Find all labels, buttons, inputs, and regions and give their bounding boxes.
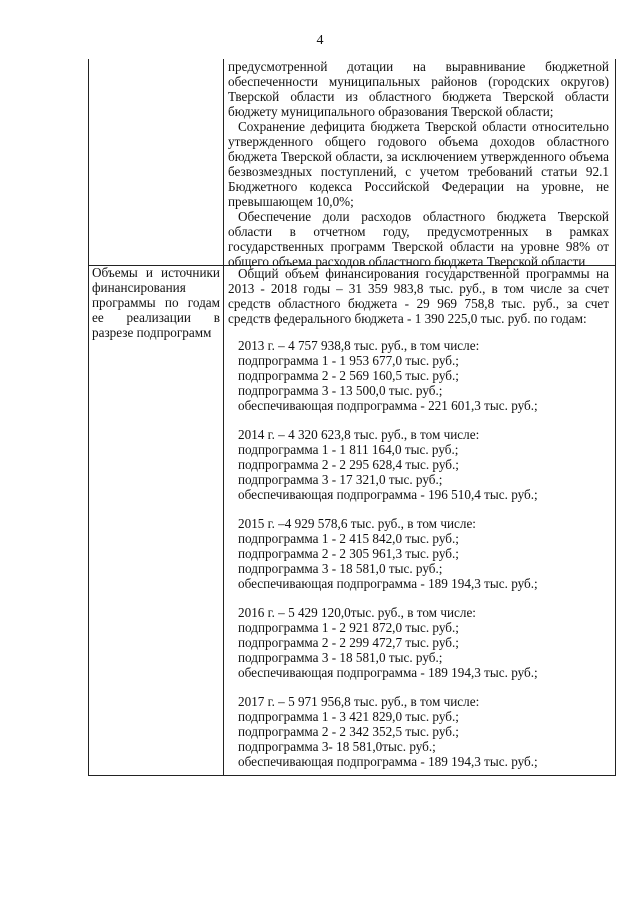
program-passport-table [88, 59, 616, 776]
subprogram-line: подпрограмма 3 - 18 581,0 тыс. руб.; [238, 561, 443, 576]
financing-by-year [238, 338, 608, 783]
subprogram-line: обеспечивающая подпрограмма - 196 510,4 тыс. руб.; [238, 487, 538, 502]
year-heading: 2016 г. – 5 429 120,0тыс. руб., в том числе: [238, 605, 476, 620]
financing-intro: Общий объем финансирования государственной программы на 2013 - 2018 годы – 31 359 983,8 тыс. руб., в том числе за счет средств областного бюджета - 29 969 758,8 тыс. руб., за счет средств федерального бюджета - 1 390 225,0 тыс. руб. по годам: [228, 266, 609, 326]
year-heading: 2013 г. – 4 757 938,8 тыс. руб., в том числе: [238, 338, 480, 353]
paragraph-deficit: Сохранение дефицита бюджета Тверской области относительно утвержденного общего годового объема доходов областного бюджета Тверской области, за исключением утвержденного объема безвозмездных поступлений, с учетом требований статьи 92.1 Бюджетного кодекса Российской Федерации на уровне, не превышающем 10,0%; [228, 119, 609, 209]
year-block-2016 [238, 605, 608, 680]
paragraph-subsidy: предусмотренной дотации на выравнивание бюджетной обеспеченности муниципальных районов (городских округов) Тверской области из областного бюджета Тверской области бюджету муниципального образования Тверской области; [228, 59, 609, 119]
subprogram-line: подпрограмма 2 - 2 295 628,4 тыс. руб.; [238, 457, 459, 472]
paragraph-expense-share: Обеспечение доли расходов областного бюджета Тверской области в отчетном году, предусмотренных в рамках государственных программ Тверской области на уровне 98% от общего объема расходов областного бюджета Тверской области [228, 209, 609, 269]
label-line: программы по годам [92, 295, 220, 310]
label-line: разрезе подпрограмм [92, 325, 212, 340]
label-line: ее реализации в [92, 310, 220, 325]
subprogram-line: подпрограмма 1 - 2 415 842,0 тыс. руб.; [238, 531, 459, 546]
subprogram-line: подпрограмма 2 - 2 299 472,7 тыс. руб.; [238, 635, 459, 650]
subprogram-line: подпрограмма 3 - 13 500,0 тыс. руб.; [238, 383, 443, 398]
year-heading: 2015 г. –4 929 578,6 тыс. руб., в том числе: [238, 516, 476, 531]
year-block-2015 [238, 516, 608, 591]
label-line: Объемы и источники [92, 265, 220, 280]
subprogram-line: подпрограмма 2 - 2 342 352,5 тыс. руб.; [238, 724, 459, 739]
subprogram-line: подпрограмма 1 - 1 811 164,0 тыс. руб.; [238, 442, 459, 457]
subprogram-line: подпрограмма 1 - 1 953 677,0 тыс. руб.; [238, 353, 459, 368]
year-heading: 2014 г. – 4 320 623,8 тыс. руб., в том числе: [238, 427, 480, 442]
year-block-2017 [238, 694, 608, 769]
label-line: финансирования [92, 280, 186, 295]
year-block-2013 [238, 338, 608, 413]
subprogram-line: подпрограмма 2 - 2 305 961,3 тыс. руб.; [238, 546, 459, 561]
subprogram-line: подпрограмма 1 - 2 921 872,0 тыс. руб.; [238, 620, 459, 635]
subprogram-line: обеспечивающая подпрограмма - 189 194,3 тыс. руб.; [238, 665, 538, 680]
subprogram-line: обеспечивающая подпрограмма - 221 601,3 тыс. руб.; [238, 398, 538, 413]
goals-indicators-cell [228, 59, 609, 269]
subprogram-line: подпрограмма 1 - 3 421 829,0 тыс. руб.; [238, 709, 459, 724]
financing-intro-cell [228, 266, 609, 326]
year-heading: 2017 г. – 5 971 956,8 тыс. руб., в том числе: [238, 694, 480, 709]
subprogram-line: обеспечивающая подпрограмма - 189 194,3 тыс. руб.; [238, 754, 538, 769]
subprogram-line: подпрограмма 2 - 2 569 160,5 тыс. руб.; [238, 368, 459, 383]
subprogram-line: подпрограмма 3- 18 581,0тыс. руб.; [238, 739, 436, 754]
financing-label-cell [92, 265, 220, 340]
year-block-2014 [238, 427, 608, 502]
subprogram-line: подпрограмма 3 - 17 321,0 тыс. руб.; [238, 472, 443, 487]
page-number: 4 [316, 33, 324, 48]
column-divider [223, 59, 224, 775]
subprogram-line: подпрограмма 3 - 18 581,0 тыс. руб.; [238, 650, 443, 665]
subprogram-line: обеспечивающая подпрограмма - 189 194,3 тыс. руб.; [238, 576, 538, 591]
